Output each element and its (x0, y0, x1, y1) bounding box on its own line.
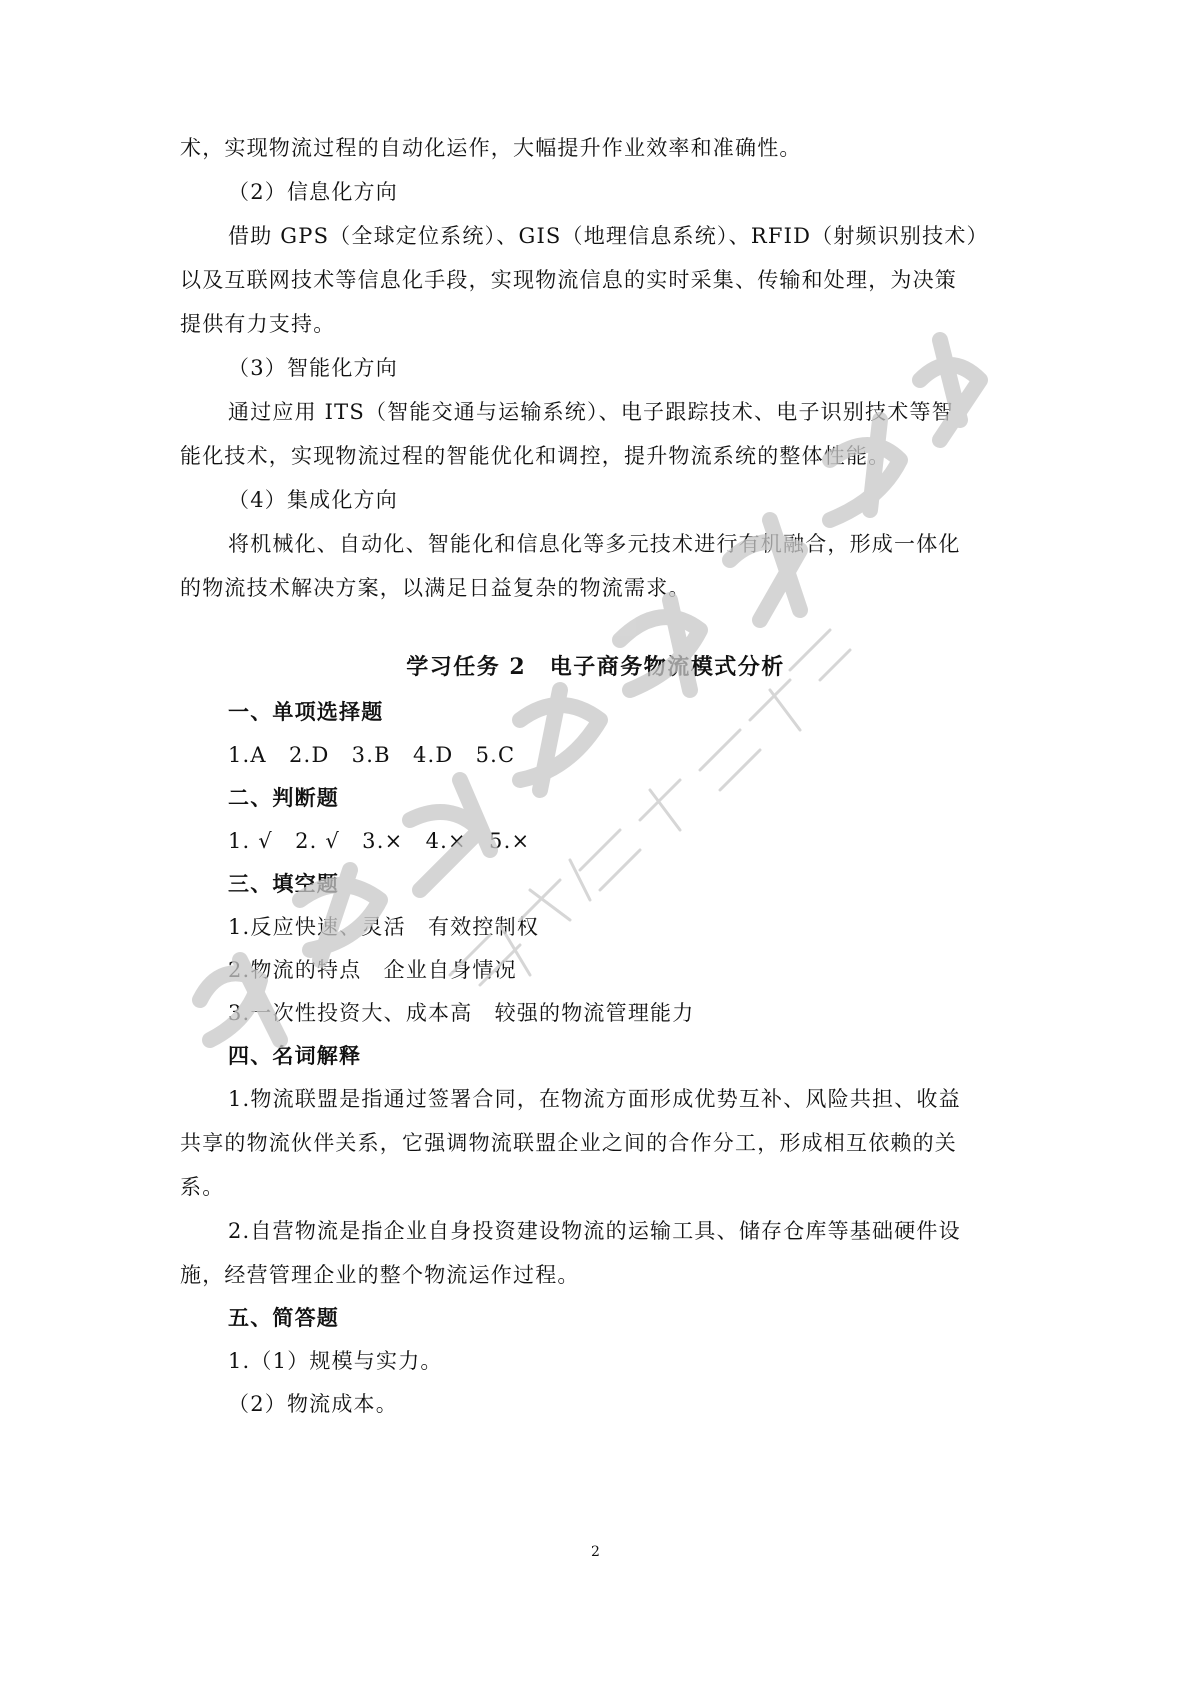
body-line: 提供有力支持。 (180, 312, 336, 336)
answer-short-1: 1.（1）规模与实力。 (228, 1349, 443, 1373)
body-line: 2.自营物流是指企业自身投资建设物流的运输工具、储存仓库等基础硬件设 (228, 1219, 961, 1243)
answer-fill-blank-1: 1.反应快速、灵活 有效控制权 (228, 915, 540, 939)
body-line: 以及互联网技术等信息化手段，实现物流信息的实时采集、传输和处理，为决策 (180, 268, 957, 292)
section-title-true-false: 二、判断题 (228, 785, 339, 810)
body-line: 术，实现物流过程的自动化运作，大幅提升作业效率和准确性。 (180, 136, 802, 160)
answers-true-false: 1. √ 2. √ 3.× 4.× 5.× (228, 829, 531, 853)
answer-fill-blank-3: 3.一次性投资大、成本高 较强的物流管理能力 (228, 1001, 695, 1025)
answer-short-2: （2）物流成本。 (228, 1392, 398, 1416)
body-line: 施，经营管理企业的整个物流运作过程。 (180, 1263, 580, 1287)
body-line: 能化技术，实现物流过程的智能优化和调控，提升物流系统的整体性能。 (180, 444, 891, 468)
section-title-single-choice: 一、单项选择题 (228, 699, 384, 724)
subsection-heading: （2）信息化方向 (228, 180, 398, 204)
section-title-short-answer: 五、简答题 (228, 1305, 339, 1330)
page-number: 2 (591, 1544, 600, 1560)
task-title: 学习任务 2 电子商务物流模式分析 (406, 654, 785, 680)
body-line: 1.物流联盟是指通过签署合同，在物流方面形成优势互补、风险共担、收益 (228, 1087, 961, 1111)
body-line: 将机械化、自动化、智能化和信息化等多元技术进行有机融合，形成一体化 (228, 532, 961, 556)
section-title-term-explanation: 四、名词解释 (228, 1043, 362, 1068)
body-line: 借助 GPS（全球定位系统）、GIS（地理信息系统）、RFID（射频识别技术） (228, 224, 989, 248)
answers-single-choice: 1.A 2.D 3.B 4.D 5.C (228, 743, 516, 767)
subsection-heading: （4）集成化方向 (228, 488, 398, 512)
body-line: 共享的物流伙伴关系，它强调物流联盟企业之间的合作分工，形成相互依赖的关 (180, 1131, 957, 1155)
subsection-heading: （3）智能化方向 (228, 356, 398, 380)
answer-fill-blank-2: 2.物流的特点 企业自身情况 (228, 958, 517, 982)
body-line: 的物流技术解决方案，以满足日益复杂的物流需求。 (180, 576, 691, 600)
section-title-fill-blank: 三、填空题 (228, 871, 339, 896)
body-line: 通过应用 ITS（智能交通与运输系统）、电子跟踪技术、电子识别技术等智 (228, 400, 954, 424)
body-line: 系。 (180, 1175, 225, 1199)
